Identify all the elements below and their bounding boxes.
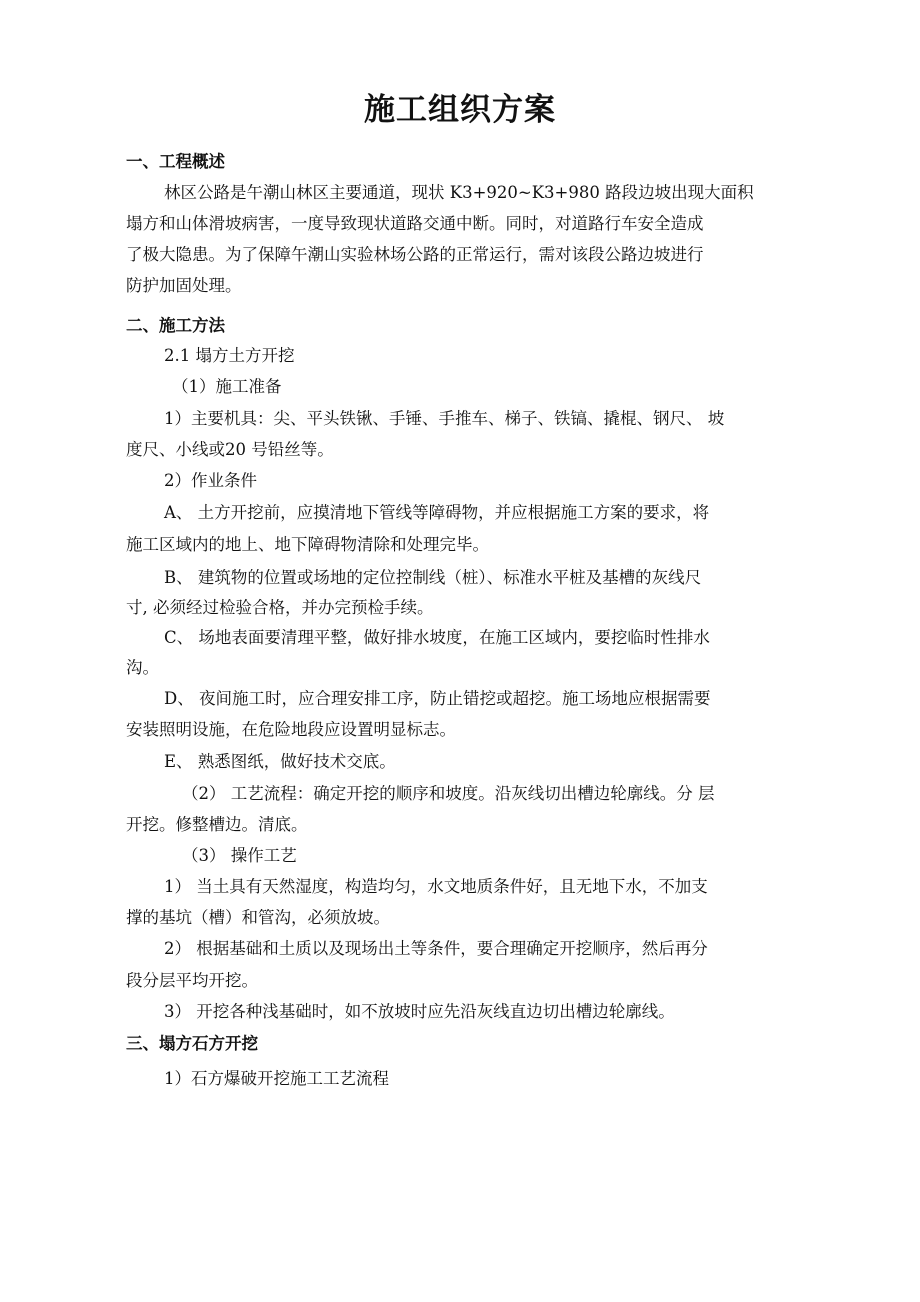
paragraph-line: 塌方和山体滑坡病害，一度导致现状道路交通中断。同时，对道路行车安全造成 — [126, 214, 704, 233]
paragraph-line: 林区公路是午潮山林区主要通道，现状 K3+920~K3+980 路段边坡出现大面积 — [164, 183, 754, 202]
paragraph-line: 1） 当土具有天然湿度，构造均匀，水文地质条件好，且无地下水，不加支 — [164, 877, 708, 896]
paragraph-line: 1）石方爆破开挖施工工艺流程 — [164, 1069, 389, 1088]
paragraph-line: 2）作业条件 — [164, 471, 257, 490]
paragraph-line: 撑的基坑（槽）和管沟，必须放坡。 — [126, 908, 390, 927]
paragraph-line: 1）主要机具：尖、平头铁锹、手锤、手推车、梯子、铁镐、撬棍、钢尺、 坡 — [164, 409, 725, 428]
paragraph-line: E、 熟悉图纸，做好技术交底。 — [164, 752, 396, 771]
paragraph-line: 寸, 必须经过检验合格，并办完预检手续。 — [126, 598, 434, 617]
paragraph-line: 度尺、小线或20 号铅丝等。 — [126, 440, 334, 459]
paragraph-line: B、 建筑物的位置或场地的定位控制线（桩）、标准水平桩及基槽的灰线尺 — [164, 568, 702, 587]
paragraph-line: 防护加固处理。 — [126, 276, 242, 295]
paragraph-line: A、 土方开挖前，应摸清地下管线等障碍物，并应根据施工方案的要求，将 — [164, 503, 710, 522]
subsection-item: （3） 操作工艺 — [182, 846, 297, 865]
paragraph-line: C、 场地表面要清理平整，做好排水坡度，在施工区域内，要挖临时性排水 — [164, 628, 710, 647]
subsection-title: 2.1 塌方土方开挖 — [164, 346, 295, 365]
document-title: 施工组织方案 — [364, 92, 556, 128]
paragraph-line: 安装照明设施，在危险地段应设置明显标志。 — [126, 720, 456, 739]
section-heading-overview: 一、工程概述 — [126, 152, 225, 171]
paragraph-line: 了极大隐患。为了保障午潮山实验林场公路的正常运行，需对该段公路边坡进行 — [126, 245, 704, 264]
paragraph-line: 开挖。修整槽边。清底。 — [126, 815, 308, 834]
paragraph-line: （2） 工艺流程：确定开挖的顺序和坡度。沿灰线切出槽边轮廓线。分 层 — [182, 784, 715, 803]
paragraph-line: 施工区域内的地上、地下障碍物清除和处理完毕。 — [126, 535, 489, 554]
section-heading-rock-excavation: 三、塌方石方开挖 — [126, 1034, 258, 1053]
paragraph-line: 2） 根据基础和土质以及现场出土等条件，要合理确定开挖顺序，然后再分 — [164, 939, 708, 958]
paragraph-line: 沟。 — [126, 658, 159, 677]
section-heading-method: 二、施工方法 — [126, 316, 225, 335]
paragraph-line: D、 夜间施工时，应合理安排工序，防止错挖或超挖。施工场地应根据需要 — [164, 689, 711, 708]
paragraph-line: 段分层平均开挖。 — [126, 971, 258, 990]
subsection-item: （1）施工准备 — [172, 377, 282, 396]
paragraph-line: 3） 开挖各种浅基础时，如不放坡时应先沿灰线直边切出槽边轮廓线。 — [164, 1002, 675, 1021]
